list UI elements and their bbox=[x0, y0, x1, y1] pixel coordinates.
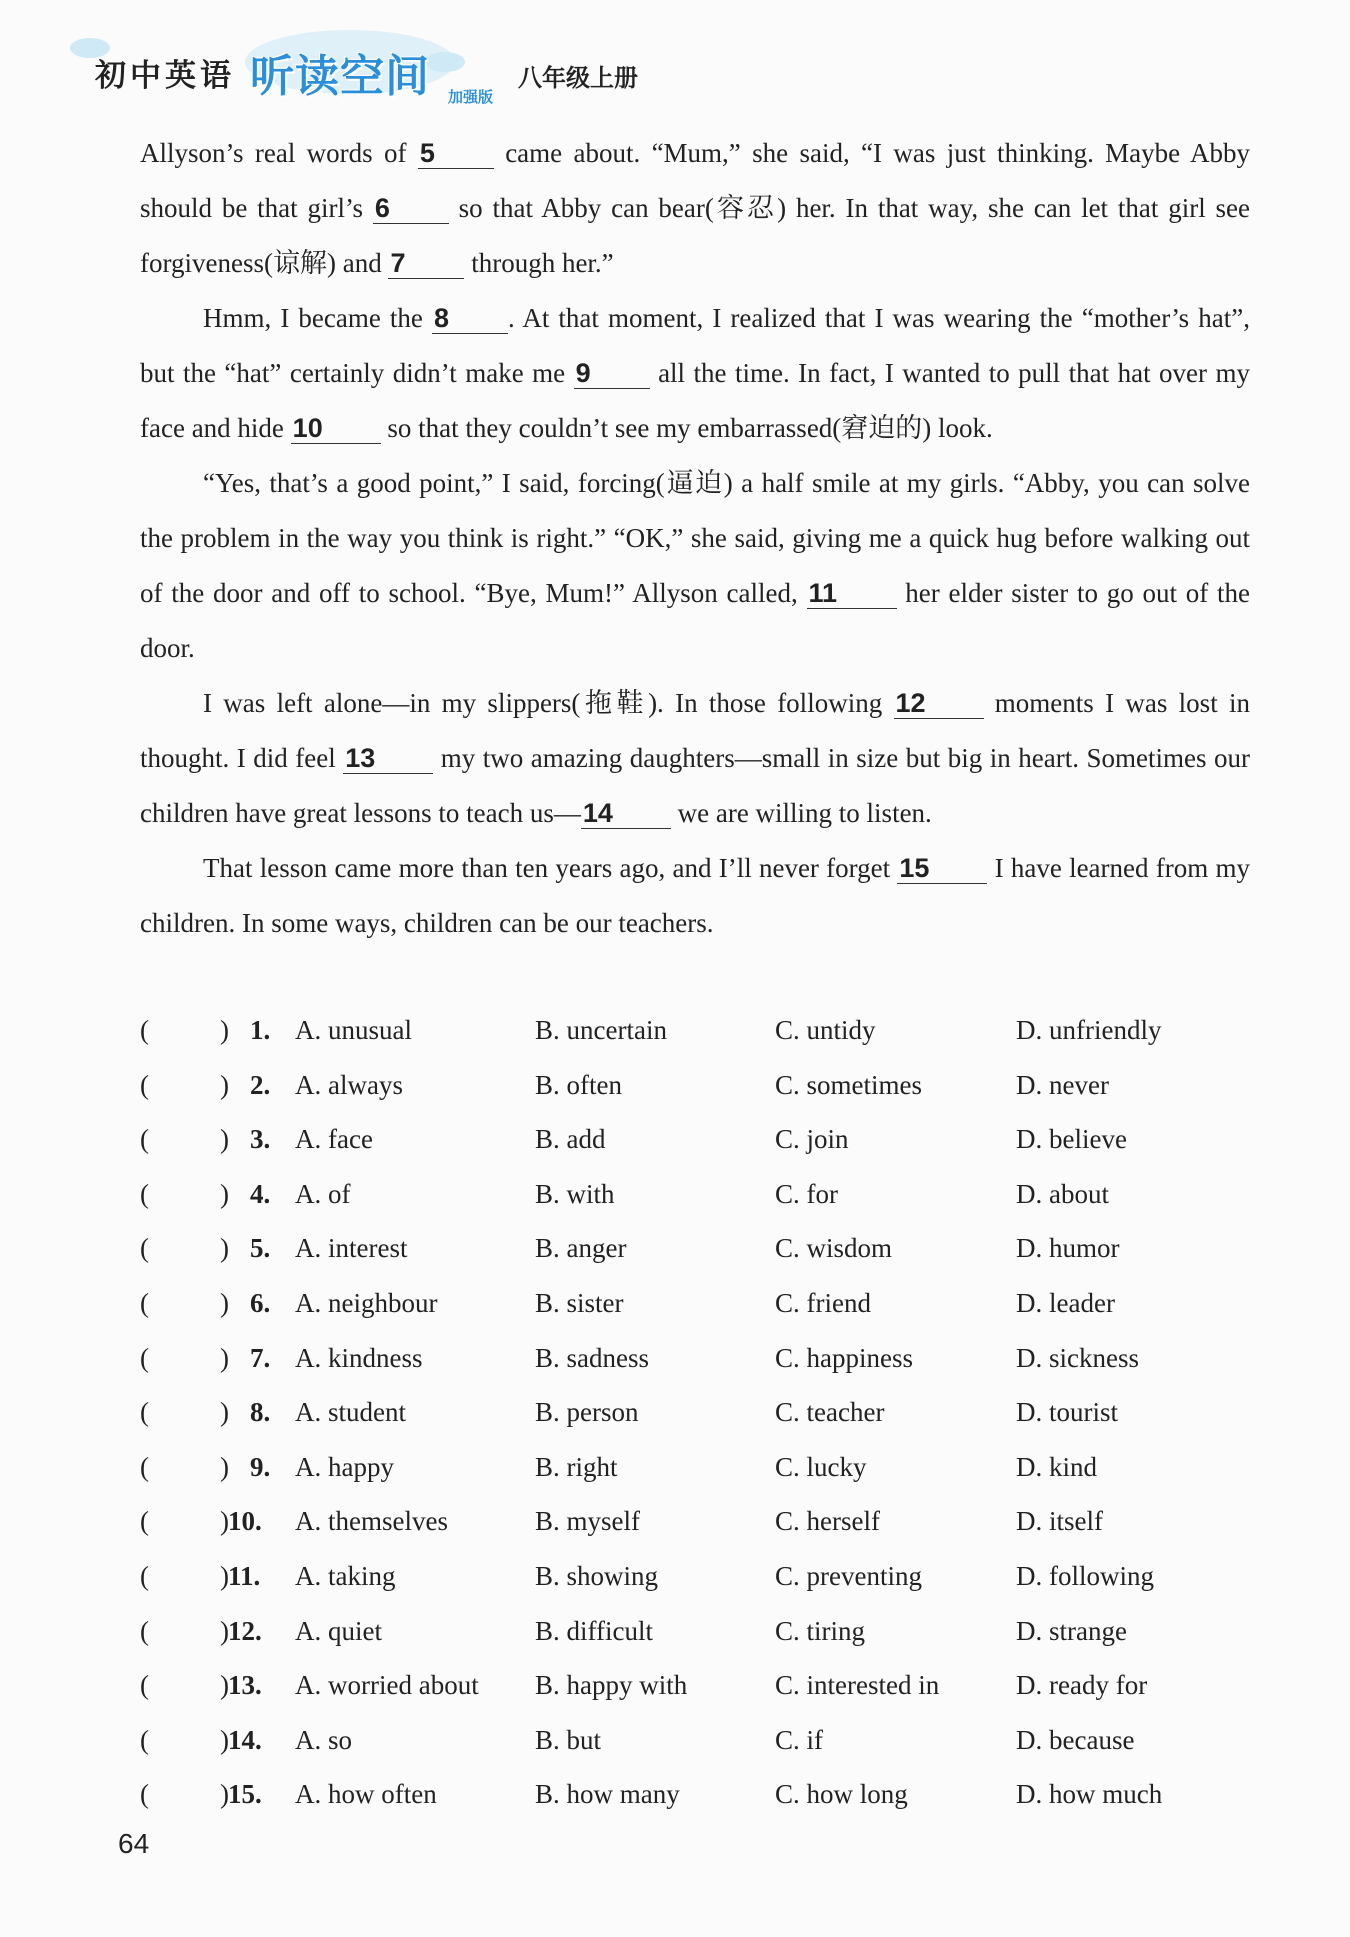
question-row bbox=[140, 1494, 1250, 1549]
question-number: 9. bbox=[250, 1451, 271, 1482]
option-b: B. uncertain bbox=[535, 1015, 667, 1045]
option-c: C. interested in bbox=[775, 1670, 940, 1701]
answer-paren-close: ) bbox=[220, 1397, 229, 1428]
question-row bbox=[140, 1604, 1250, 1659]
answer-paren-open: ( bbox=[140, 1069, 149, 1100]
answer-paren-close: ) bbox=[220, 1451, 229, 1482]
blank-10: 10 bbox=[291, 413, 381, 444]
question-number: 7. bbox=[250, 1342, 271, 1373]
option-c: C. lucky bbox=[775, 1451, 867, 1482]
answer-paren-open: ( bbox=[140, 1178, 149, 1209]
option-a: A. student bbox=[295, 1397, 406, 1428]
blank-6: 6 bbox=[373, 193, 449, 224]
option-d: D. leader bbox=[1016, 1287, 1115, 1318]
question-number: 14. bbox=[228, 1724, 262, 1755]
answer-paren-open: ( bbox=[140, 1342, 149, 1373]
passage-text: all the time. In fact, I wanted to pull that hat over my face and hide bbox=[140, 358, 1250, 443]
answer-paren-open: ( bbox=[140, 1287, 149, 1318]
paragraph-3 bbox=[140, 456, 1250, 676]
question-row bbox=[140, 1767, 1250, 1822]
option-d: D. about bbox=[1016, 1178, 1109, 1209]
answer-paren-close: ) bbox=[220, 1670, 229, 1701]
option-b: B. myself bbox=[535, 1506, 640, 1537]
answer-paren-close: ) bbox=[220, 1069, 229, 1100]
question-number: 12. bbox=[228, 1615, 262, 1646]
question-row bbox=[140, 1221, 1250, 1276]
grade-label: 八年级上册 bbox=[518, 64, 638, 92]
blank-13: 13 bbox=[343, 743, 433, 774]
passage-text: through her.” bbox=[464, 248, 614, 278]
question-number: 1. bbox=[250, 1015, 271, 1045]
answer-paren-close: ) bbox=[220, 1124, 229, 1155]
passage-text: . At that moment, I realized that I was wearing the “mother’s hat”, but the “hat” certainly didn’t make me bbox=[140, 303, 1250, 388]
option-c: C. if bbox=[775, 1724, 824, 1755]
option-c: C. tiring bbox=[775, 1615, 866, 1646]
paragraph-5 bbox=[140, 841, 1250, 951]
answer-paren-close: ) bbox=[220, 1015, 229, 1045]
answer-paren-open: ( bbox=[140, 1560, 149, 1591]
passage-text: I was left alone—in my slippers(拖鞋). In those following bbox=[203, 688, 894, 718]
answer-paren-close: ) bbox=[220, 1178, 229, 1209]
answer-paren-close: ) bbox=[220, 1615, 229, 1646]
option-c: C. teacher bbox=[775, 1397, 885, 1428]
option-d: D. how much bbox=[1016, 1779, 1163, 1810]
option-d: D. sickness bbox=[1016, 1342, 1139, 1373]
passage-text: so that Abby can bear(容忍) her. In that way, she can let that girl see forgiveness(谅解) and bbox=[140, 193, 1251, 278]
option-a: A. interest bbox=[295, 1233, 408, 1264]
option-a: A. worried about bbox=[295, 1670, 479, 1701]
answer-paren-open: ( bbox=[140, 1506, 149, 1537]
option-b: B. showing bbox=[535, 1560, 659, 1591]
option-b: B. add bbox=[535, 1124, 606, 1155]
series-title: 初中英语 bbox=[95, 58, 235, 94]
answer-paren-close: ) bbox=[220, 1287, 229, 1318]
paragraph-1 bbox=[140, 126, 1250, 291]
answer-paren-open: ( bbox=[140, 1397, 149, 1428]
cloze-passage bbox=[140, 126, 1250, 951]
option-d: D. kind bbox=[1016, 1451, 1097, 1482]
passage-text: I have learned from my children. In some ways, children can be our teachers. bbox=[140, 853, 1250, 938]
option-a: A. so bbox=[295, 1724, 353, 1755]
blank-15: 15 bbox=[897, 853, 987, 884]
passage-text: her elder sister to go out of the door. bbox=[140, 578, 1250, 663]
question-row bbox=[140, 1440, 1250, 1495]
option-a: A. kindness bbox=[295, 1342, 423, 1373]
option-a: A. unusual bbox=[295, 1015, 412, 1045]
blank-5: 5 bbox=[418, 138, 494, 169]
answer-paren-close: ) bbox=[220, 1724, 229, 1755]
option-c: C. join bbox=[775, 1124, 849, 1155]
option-d: D. ready for bbox=[1016, 1670, 1148, 1701]
option-c: C. how long bbox=[775, 1779, 908, 1810]
answer-paren-open: ( bbox=[140, 1451, 149, 1482]
question-row bbox=[140, 1167, 1250, 1222]
option-a: A. happy bbox=[295, 1451, 394, 1482]
option-b: B. happy with bbox=[535, 1670, 688, 1701]
option-c: C. for bbox=[775, 1178, 838, 1209]
passage-text: came about. “Mum,” she said, “I was just thinking. Maybe Abby should be that girl’s bbox=[140, 138, 1250, 223]
option-b: B. person bbox=[535, 1397, 639, 1428]
blank-7: 7 bbox=[388, 248, 464, 279]
question-row bbox=[140, 1276, 1250, 1331]
option-b: B. right bbox=[535, 1451, 618, 1482]
paragraph-4 bbox=[140, 676, 1250, 841]
question-number: 13. bbox=[228, 1670, 262, 1701]
passage-text: Allyson’s real words of bbox=[140, 138, 418, 168]
option-a: A. quiet bbox=[295, 1615, 382, 1646]
blank-12: 12 bbox=[894, 688, 984, 719]
question-row bbox=[140, 1003, 1250, 1058]
passage-text: moments I was lost in thought. I did feel bbox=[140, 688, 1250, 773]
option-a: A. neighbour bbox=[295, 1287, 438, 1318]
question-number: 6. bbox=[250, 1287, 271, 1318]
option-a: A. always bbox=[295, 1069, 403, 1100]
question-number: 8. bbox=[250, 1397, 271, 1428]
question-number: 5. bbox=[250, 1233, 271, 1264]
option-b: B. with bbox=[535, 1178, 615, 1209]
answer-paren-close: ) bbox=[220, 1233, 229, 1264]
question-number: 10. bbox=[228, 1506, 262, 1537]
option-c: C. untidy bbox=[775, 1015, 876, 1045]
option-b: B. how many bbox=[535, 1779, 680, 1810]
option-c: C. preventing bbox=[775, 1560, 922, 1591]
answer-paren-open: ( bbox=[140, 1124, 149, 1155]
edition-label: 加强版 bbox=[448, 88, 494, 106]
answer-paren-close: ) bbox=[220, 1779, 229, 1810]
option-c: C. herself bbox=[775, 1506, 880, 1537]
option-d: D. tourist bbox=[1016, 1397, 1119, 1428]
option-c: C. wisdom bbox=[775, 1233, 893, 1264]
option-d: D. itself bbox=[1016, 1506, 1103, 1537]
option-d: D. never bbox=[1016, 1069, 1109, 1100]
option-b: B. difficult bbox=[535, 1615, 653, 1646]
answer-paren-open: ( bbox=[140, 1724, 149, 1755]
option-b: B. sister bbox=[535, 1287, 624, 1318]
question-row bbox=[140, 1658, 1250, 1713]
answer-paren-close: ) bbox=[220, 1506, 229, 1537]
question-row bbox=[140, 1549, 1250, 1604]
option-a: A. of bbox=[295, 1178, 351, 1209]
question-number: 3. bbox=[250, 1124, 271, 1155]
passage-text: my two amazing daughters—small in size but big in heart. Sometimes our children have great lessons to teach us— bbox=[140, 743, 1250, 828]
option-d: D. because bbox=[1016, 1724, 1135, 1755]
question-row bbox=[140, 1058, 1250, 1113]
option-a: A. themselves bbox=[295, 1506, 448, 1537]
option-d: D. strange bbox=[1016, 1615, 1127, 1646]
passage-text: “Yes, that’s a good point,” I said, forcing(逼迫) a half smile at my girls. “Abby, you can solve the problem in the way you think is right.” “OK,” she said, giving me a quick hug before walking out of the door and off to school. “Bye, Mum!” Allyson called, bbox=[140, 468, 1250, 608]
answer-paren-open: ( bbox=[140, 1670, 149, 1701]
answer-paren-open: ( bbox=[140, 1233, 149, 1264]
option-d: D. unfriendly bbox=[1016, 1015, 1162, 1045]
paragraph-2 bbox=[140, 291, 1250, 456]
option-b: B. anger bbox=[535, 1233, 627, 1264]
option-d: D. believe bbox=[1016, 1124, 1127, 1155]
option-a: A. taking bbox=[295, 1560, 396, 1591]
question-row bbox=[140, 1385, 1250, 1440]
option-b: B. but bbox=[535, 1724, 602, 1755]
question-number: 15. bbox=[228, 1779, 262, 1810]
option-d: D. humor bbox=[1016, 1233, 1120, 1264]
blank-9: 9 bbox=[574, 358, 650, 389]
passage-text: Hmm, I became the bbox=[203, 303, 432, 333]
passage-text: That lesson came more than ten years ago, and I’ll never forget bbox=[203, 853, 898, 883]
blank-8: 8 bbox=[432, 303, 508, 334]
blank-11: 11 bbox=[807, 578, 897, 609]
answer-options bbox=[140, 1003, 1250, 1822]
question-number: 2. bbox=[250, 1069, 271, 1100]
question-row bbox=[140, 1331, 1250, 1386]
brand-logo: 听读空间 bbox=[250, 51, 430, 102]
answer-paren-open: ( bbox=[140, 1615, 149, 1646]
answer-paren-close: ) bbox=[220, 1342, 229, 1373]
page-header bbox=[0, 0, 1350, 115]
option-b: B. sadness bbox=[535, 1342, 649, 1373]
question-row bbox=[140, 1713, 1250, 1768]
option-b: B. often bbox=[535, 1069, 622, 1100]
option-c: C. sometimes bbox=[775, 1069, 922, 1100]
answer-paren-close: ) bbox=[220, 1560, 229, 1591]
header-cloud-decoration bbox=[425, 52, 465, 72]
option-c: C. friend bbox=[775, 1287, 871, 1318]
question-number: 11. bbox=[228, 1560, 261, 1591]
answer-paren-open: ( bbox=[140, 1779, 149, 1810]
question-number: 4. bbox=[250, 1178, 271, 1209]
option-c: C. happiness bbox=[775, 1342, 913, 1373]
question-row bbox=[140, 1112, 1250, 1167]
option-a: A. face bbox=[295, 1124, 373, 1155]
blank-14: 14 bbox=[581, 798, 671, 829]
page-number: 64 bbox=[118, 1828, 150, 1859]
option-d: D. following bbox=[1016, 1560, 1154, 1591]
passage-text: we are willing to listen. bbox=[670, 798, 932, 828]
option-a: A. how often bbox=[295, 1779, 437, 1810]
passage-text: so that they couldn’t see my embarrassed(窘迫的) look. bbox=[380, 413, 993, 443]
answer-paren-open: ( bbox=[140, 1015, 149, 1045]
